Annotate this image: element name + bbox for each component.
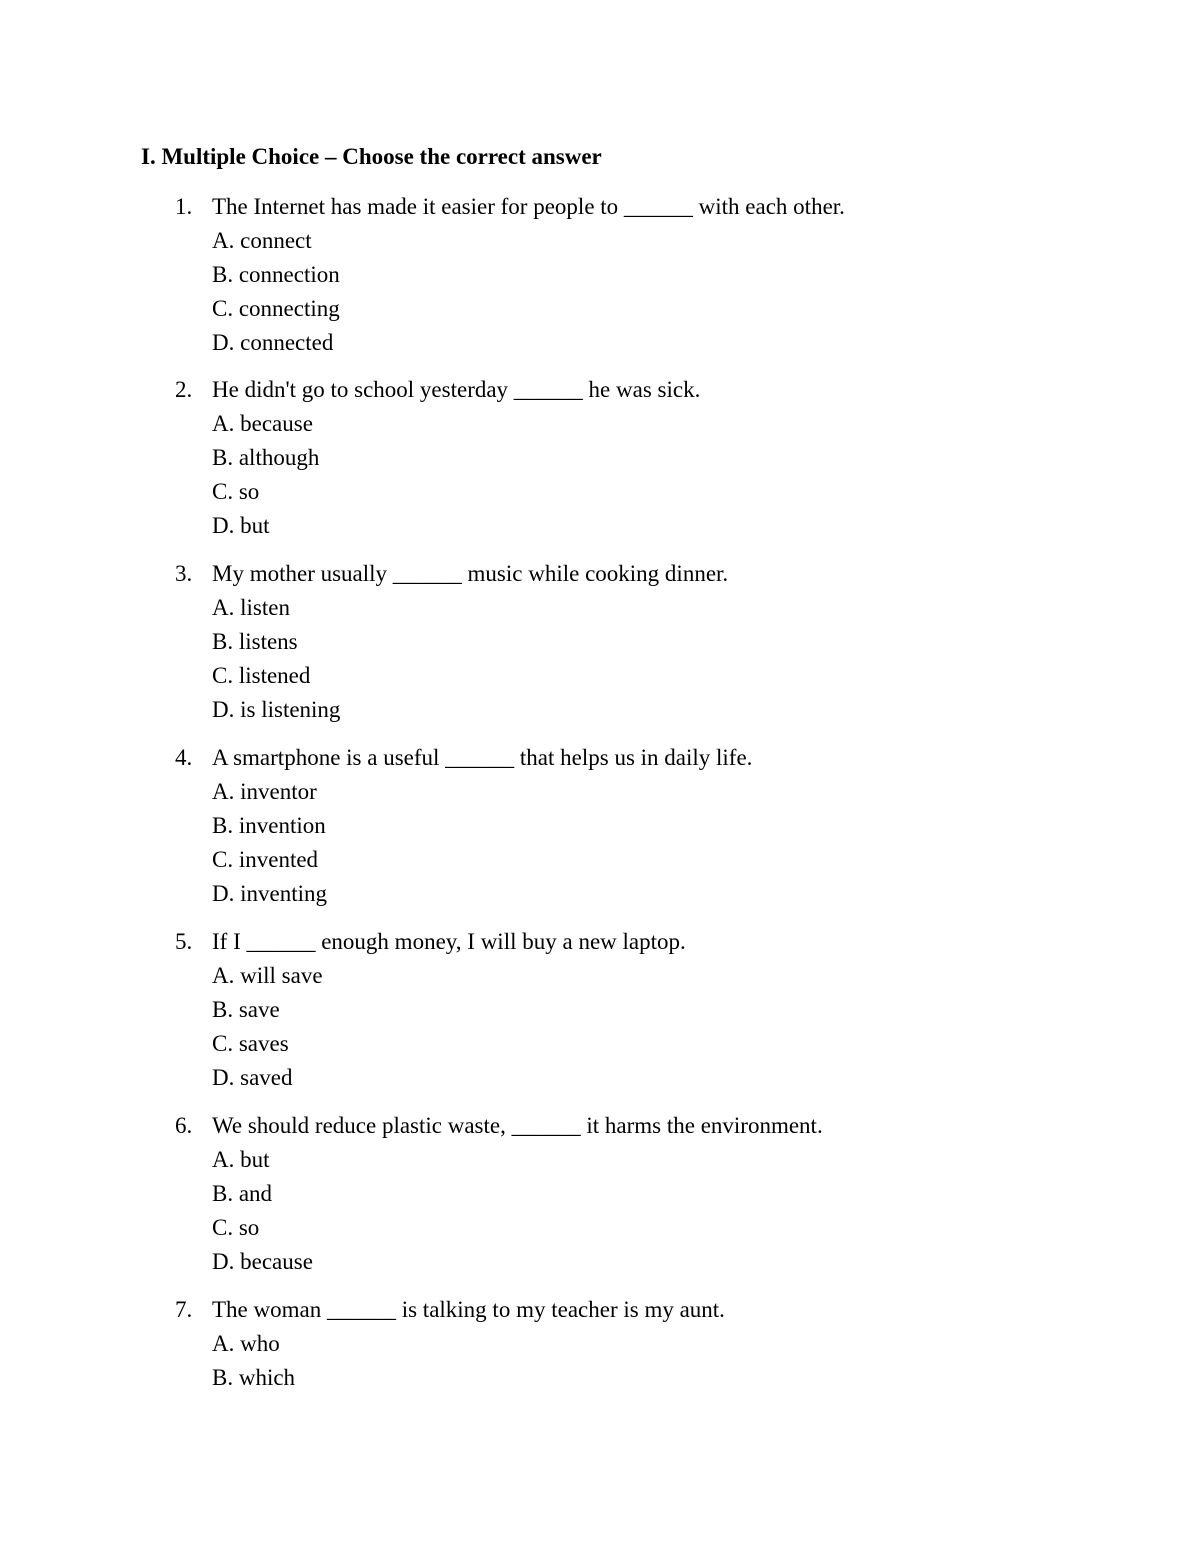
- option-letter: A.: [212, 1147, 235, 1172]
- option-text: so: [238, 479, 260, 504]
- option-text: is listening: [240, 697, 341, 722]
- option-letter: C.: [212, 663, 234, 688]
- option-text: listens: [238, 629, 298, 654]
- option-letter: A.: [212, 1331, 235, 1356]
- option-text: will save: [240, 963, 323, 988]
- option-letter: A.: [212, 411, 235, 436]
- option-b: [0, 258, 1200, 292]
- option-text: who: [240, 1331, 280, 1356]
- option-c: [0, 292, 1200, 326]
- question-4: [0, 741, 1200, 911]
- option-text: save: [238, 997, 280, 1022]
- option-a: [0, 959, 1200, 993]
- option-a: [0, 775, 1200, 809]
- option-letter: A.: [212, 963, 235, 988]
- option-letter: C.: [212, 1215, 234, 1240]
- question-text: We should reduce plastic waste, ______ it harms the environment.: [212, 1113, 823, 1138]
- question-line: [0, 1109, 1200, 1143]
- option-a: [0, 1327, 1200, 1361]
- option-letter: C.: [212, 847, 234, 872]
- option-text: but: [240, 513, 270, 538]
- question-text: The Internet has made it easier for people to ______ with each other.: [212, 194, 845, 219]
- question-number: 6.: [175, 1113, 193, 1138]
- option-b: [0, 809, 1200, 843]
- option-text: because: [240, 411, 313, 436]
- option-a: [0, 224, 1200, 258]
- option-d: [0, 1061, 1200, 1095]
- option-text: but: [240, 1147, 270, 1172]
- option-letter: B.: [212, 813, 234, 838]
- option-text: because: [240, 1249, 313, 1274]
- question-7: [0, 1293, 1200, 1395]
- question-line: [0, 557, 1200, 591]
- option-text: so: [238, 1215, 260, 1240]
- option-letter: C.: [212, 1031, 234, 1056]
- option-text: saved: [240, 1065, 293, 1090]
- option-b: [0, 1361, 1200, 1395]
- option-c: [0, 1211, 1200, 1245]
- option-text: connect: [240, 228, 312, 253]
- option-d: [0, 1245, 1200, 1279]
- question-1: [0, 190, 1200, 360]
- section-title: I. Multiple Choice – Choose the correct answer: [141, 144, 602, 169]
- option-text: inventor: [240, 779, 317, 804]
- question-text: My mother usually ______ music while cooking dinner.: [212, 561, 729, 586]
- option-text: which: [238, 1365, 296, 1390]
- option-d: [0, 509, 1200, 543]
- question-text: A smartphone is a useful ______ that helps us in daily life.: [212, 745, 753, 770]
- question-line: [0, 1293, 1200, 1327]
- option-text: invention: [238, 813, 326, 838]
- option-letter: D.: [212, 881, 235, 906]
- question-number: 2.: [175, 377, 193, 402]
- question-line: [0, 925, 1200, 959]
- option-c: [0, 1027, 1200, 1061]
- question-text: He didn't go to school yesterday ______ he was sick.: [212, 377, 701, 402]
- option-letter: B.: [212, 629, 234, 654]
- option-letter: A.: [212, 595, 235, 620]
- option-letter: D.: [212, 697, 235, 722]
- option-letter: C.: [212, 296, 234, 321]
- question-3: [0, 557, 1200, 727]
- question-number: 5.: [175, 929, 193, 954]
- option-letter: B.: [212, 1365, 234, 1390]
- option-b: [0, 625, 1200, 659]
- option-text: and: [238, 1181, 273, 1206]
- option-a: [0, 591, 1200, 625]
- question-text: If I ______ enough money, I will buy a new laptop.: [212, 929, 686, 954]
- question-line: [0, 190, 1200, 224]
- option-b: [0, 441, 1200, 475]
- question-number: 1.: [175, 194, 193, 219]
- option-text: saves: [238, 1031, 289, 1056]
- option-letter: D.: [212, 513, 235, 538]
- question-text: The woman ______ is talking to my teacher is my aunt.: [212, 1297, 725, 1322]
- option-d: [0, 326, 1200, 360]
- option-letter: A.: [212, 779, 235, 804]
- question-2: [0, 373, 1200, 543]
- option-letter: D.: [212, 1249, 235, 1274]
- option-c: [0, 843, 1200, 877]
- option-letter: B.: [212, 1181, 234, 1206]
- option-text: invented: [238, 847, 319, 872]
- option-text: inventing: [240, 881, 328, 906]
- option-text: although: [238, 445, 320, 470]
- question-6: [0, 1109, 1200, 1279]
- question-number: 3.: [175, 561, 193, 586]
- option-c: [0, 475, 1200, 509]
- question-5: [0, 925, 1200, 1095]
- question-number: 4.: [175, 745, 193, 770]
- question-line: [0, 373, 1200, 407]
- option-b: [0, 993, 1200, 1027]
- option-text: connection: [238, 262, 340, 287]
- option-text: listen: [240, 595, 290, 620]
- option-c: [0, 659, 1200, 693]
- option-text: connecting: [238, 296, 340, 321]
- option-letter: A.: [212, 228, 235, 253]
- option-letter: C.: [212, 479, 234, 504]
- option-letter: B.: [212, 262, 234, 287]
- option-b: [0, 1177, 1200, 1211]
- option-letter: D.: [212, 1065, 235, 1090]
- option-d: [0, 877, 1200, 911]
- option-a: [0, 407, 1200, 441]
- option-text: listened: [238, 663, 311, 688]
- option-text: connected: [240, 330, 334, 355]
- question-line: [0, 741, 1200, 775]
- option-letter: B.: [212, 445, 234, 470]
- option-letter: B.: [212, 997, 234, 1022]
- question-number: 7.: [175, 1297, 193, 1322]
- option-a: [0, 1143, 1200, 1177]
- option-d: [0, 693, 1200, 727]
- option-letter: D.: [212, 330, 235, 355]
